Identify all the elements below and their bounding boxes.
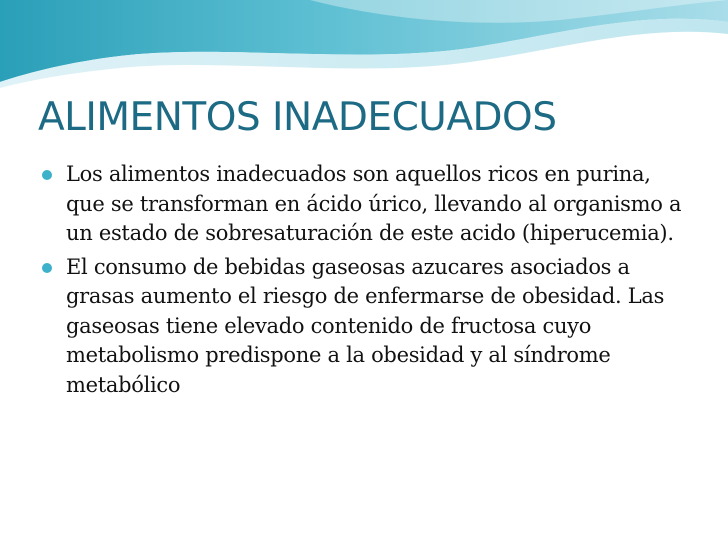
bullet-list xyxy=(40,160,690,404)
bullet-dot-icon xyxy=(42,170,52,180)
slide-title: ALIMENTOS INADECUADOS xyxy=(38,95,557,140)
bullet-item xyxy=(40,253,690,401)
bullet-dot-icon xyxy=(42,263,52,273)
bullet-text: El consumo de bebidas gaseosas azucares asociados a grasas aumento el riesgo de enfermarse de obesidad. Las gaseosas tiene elevado contenido de fructosa cuyo metabolismo predispone a la obesidad y al síndrome metabólico xyxy=(66,254,665,397)
bullet-item xyxy=(40,160,690,249)
bullet-text: Los alimentos inadecuados son aquellos ricos en purina, que se transforman en ácido úrico, llevando al organismo a un estado de sobresaturación de este acido (hiperucemia). xyxy=(66,162,682,245)
header-wave-decoration xyxy=(0,0,728,90)
